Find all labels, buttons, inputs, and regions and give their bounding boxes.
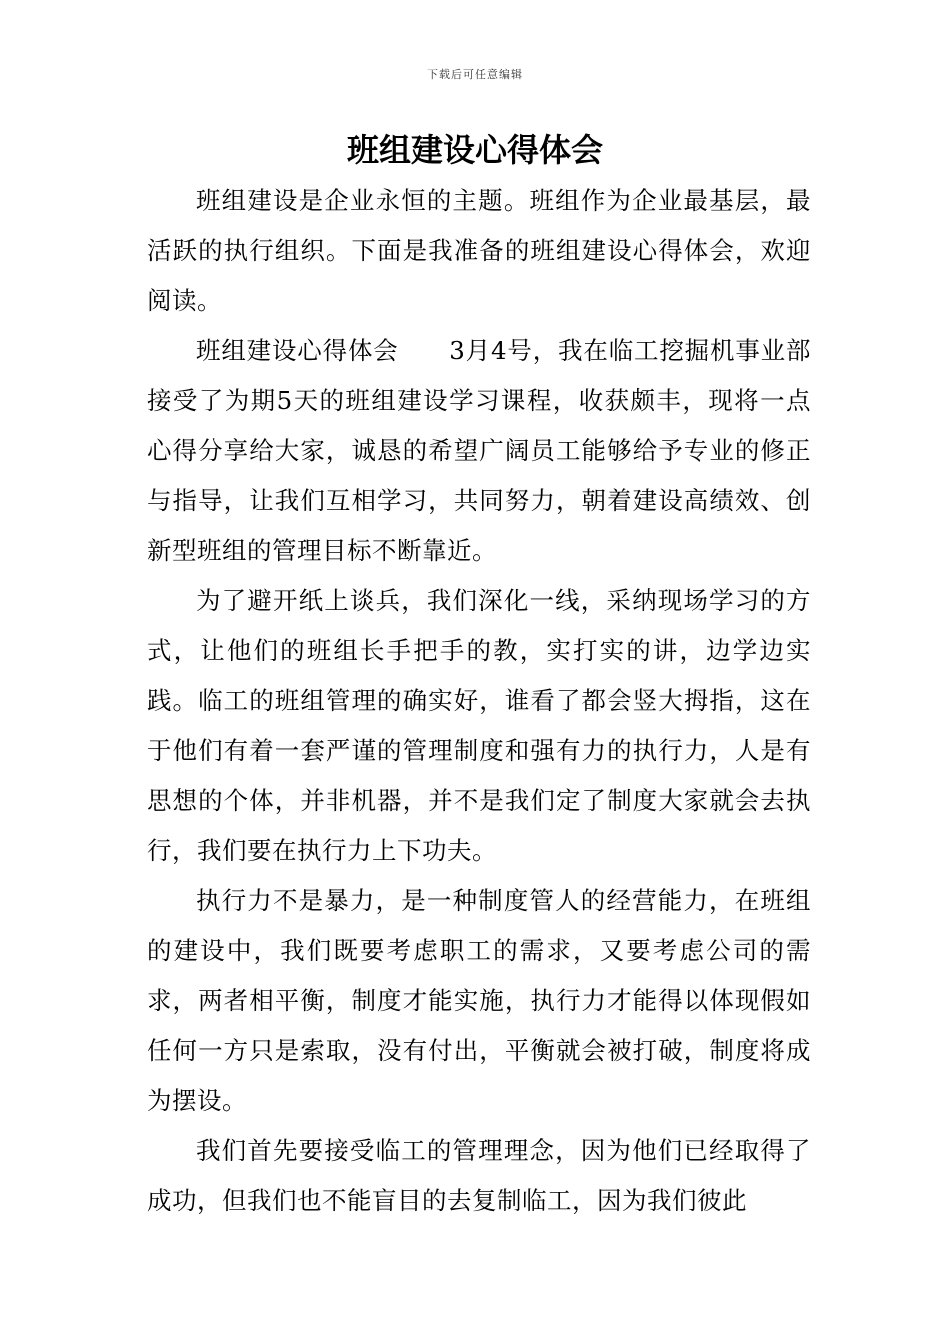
paragraph-execution: 执行力不是暴力，是一种制度管人的经营能力，在班组的建设中，我们既要考虑职工的需求，又要考虑公司的需求，两者相平衡，制度才能实施，执行力才能得以体现假如任何一方只是索取，没有付出，平衡就会被打破，制度将成为摆设。 xyxy=(147,886,811,1115)
document-title: 班组建设心得体会 xyxy=(346,131,603,169)
paragraph-intro: 班组建设是企业永恒的主题。班组作为企业最基层，最活跃的执行组织。下面是我准备的班组建设心得体会，欢迎阅读。 xyxy=(147,186,811,315)
paragraph-philosophy: 我们首先要接受临工的管理理念，因为他们已经取得了成功，但我们也不能盲目的去复制临工，因为我们彼此 xyxy=(147,1136,811,1215)
paragraph-practice: 为了避开纸上谈兵，我们深化一线，采纳现场学习的方式，让他们的班组长手把手的教，实打实的讲，边学边实践。临工的班组管理的确实好，谁看了都会竖大拇指，这在于他们有着一套严谨的管理制度和强有力的执行力，人是有思想的个体，并非机器，并不是我们定了制度大家就会去执行，我们要在执行力上下功夫。 xyxy=(147,586,811,865)
paragraph-course: 班组建设心得体会 3月4号，我在临工挖掘机事业部接受了为期5天的班组建设学习课程，收获颇丰，现将一点心得分享给大家，诚恳的希望广阔员工能够给予专业的修正与指导，让我们互相学习，共同努力，朝着建设高绩效、创新型班组的管理目标不断靠近。 xyxy=(147,336,811,565)
document-body xyxy=(147,176,811,1226)
header-note: 下载后可任意编辑 xyxy=(427,68,523,81)
